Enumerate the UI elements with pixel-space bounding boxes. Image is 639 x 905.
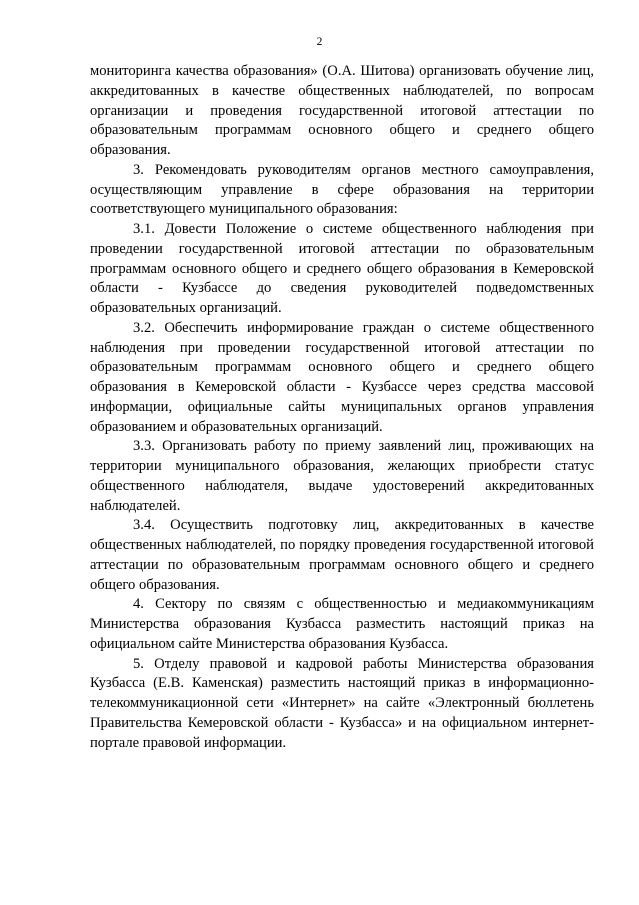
paragraph-item-5: 5. Отделу правовой и кадровой работы Министерства образования Кузбасса (Е.В. Каменская) разместить настоящий приказ в информационно-телекоммуникационной сети «Интернет» на сайте «Электронный бюллетень Правительства Кемеровской области - Кузбасса» и на официальном интернет-портале правовой информации. bbox=[90, 655, 594, 751]
paragraph-item-3-1: 3.1. Довести Положение о системе общественного наблюдения при проведении государственной итоговой аттестации по образовательным программам основного общего и среднего общего образования в Кемеровской области - Кузбассе до сведения руководителей подведомственных образовательных организаций. bbox=[90, 221, 594, 316]
document-body bbox=[90, 62, 594, 753]
paragraph-continuation: мониторинга качества образования» (О.А. Шитова) организовать обучение лиц, аккредитованных в качестве общественных наблюдателей, по вопросам организации и проведения государственной итоговой аттестации по образовательным программам основного общего и среднего общего образования. bbox=[90, 63, 594, 158]
paragraph-item-3-2: 3.2. Обеспечить информирование граждан о системе общественного наблюдения при проведении государственной итоговой аттестации по образовательным программам основного общего и среднего общего образования в Кемеровской области - Кузбассе через средства массовой информации, официальные сайты муниципальных органов управления образованием и образовательных организаций. bbox=[90, 319, 594, 435]
paragraph-item-4: 4. Сектору по связям с общественностью и медиакоммуникациям Министерства образования Кузбасса разместить настоящий приказ на официальном сайте Министерства образования Кузбасса. bbox=[90, 596, 594, 652]
paragraph-item-3: 3. Рекомендовать руководителям органов местного самоуправления, осуществляющим управление в сфере образования на территории соответствующего муниципального образования: bbox=[90, 161, 594, 218]
paragraph-item-3-4: 3.4. Осуществить подготовку лиц, аккредитованных в качестве общественных наблюдателей, по порядку проведения государственной итоговой аттестации по образовательным программам основного общего и среднего общего образования. bbox=[90, 517, 594, 593]
paragraph-item-3-3: 3.3. Организовать работу по приему заявлений лиц, проживающих на территории муниципального образования, желающих приобрести статус общественного наблюдателя, выдаче удостоверений аккредитованных наблюдателей. bbox=[90, 438, 594, 514]
page-number: 2 bbox=[316, 36, 323, 48]
